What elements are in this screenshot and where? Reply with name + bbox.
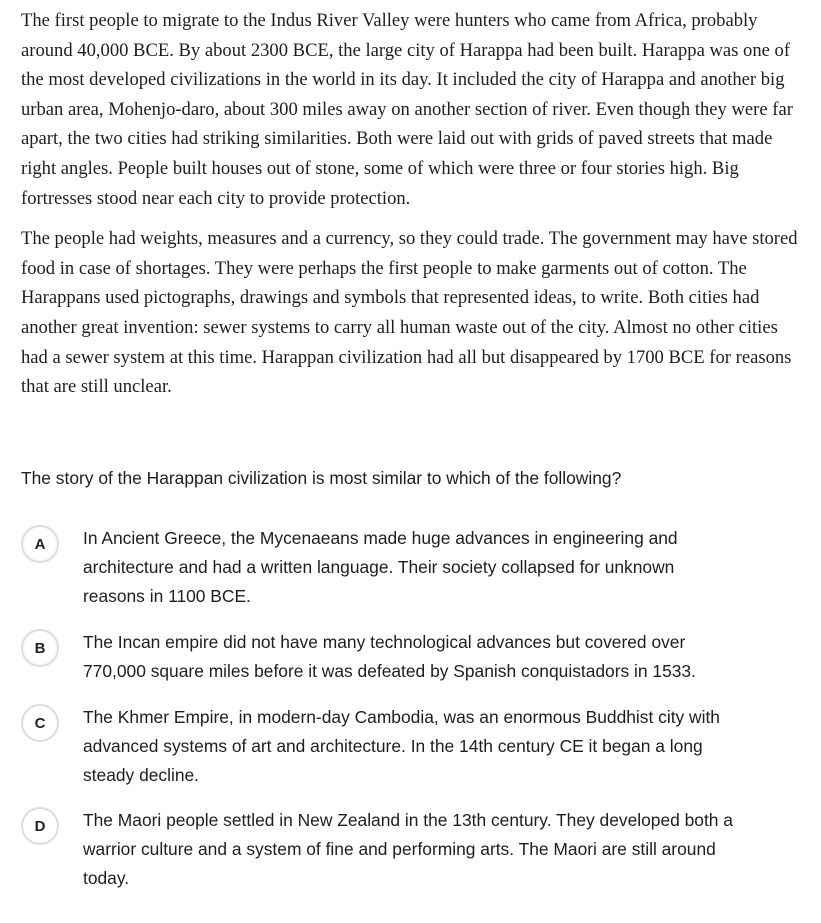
choice-letter-badge[interactable]: B <box>21 629 59 667</box>
reading-passage <box>21 6 801 413</box>
choice-text[interactable]: The Maori people settled in New Zealand in the 13th century. They developed both a warrior culture and a system of fine and performing arts. The Maori are still around today. <box>83 810 733 888</box>
choice-letter-badge[interactable]: D <box>21 807 59 845</box>
answer-choice-b[interactable] <box>21 628 801 686</box>
answer-choice-d[interactable] <box>21 806 801 892</box>
choice-letter-badge[interactable]: A <box>21 525 59 563</box>
answer-choice-a[interactable] <box>21 524 801 610</box>
question-prompt: The story of the Harappan civilization is most similar to which of the following? <box>21 468 622 488</box>
choice-text[interactable]: In Ancient Greece, the Mycenaeans made huge advances in engineering and architecture and had a written language. Their society collapsed for unknown reasons in 1100 BCE. <box>83 528 678 606</box>
passage-paragraph-1: The first people to migrate to the Indus River Valley were hunters who came from Africa, probably around 40,000 BCE. By about 2300 BCE, the large city of Harappa had been built. Harappa was one of the most developed civilizations in the world in its day. It included the city of Harappa and another big urban area, Mohenjo-daro, about 300 miles away on another section of river. Even though they were far apart, the two cities had striking similarities. Both were laid out with grids of paved streets that made right angles. People built houses out of stone, some of which were three or four stories high. Big fortresses stood near each city to provide protection. <box>21 10 793 209</box>
choice-text[interactable]: The Incan empire did not have many technological advances but covered over 770,000 square miles before it was defeated by Spanish conquistadors in 1533. <box>83 632 696 681</box>
passage-paragraph-2: The people had weights, measures and a currency, so they could trade. The government may have stored food in case of shortages. They were perhaps the first people to make garments out of cotton. The Harappans used pictographs, drawings and symbols that represented ideas, to write. Both cities had another great invention: sewer systems to carry all human waste out of the city. Almost no other cities had a sewer system at this time. Harappan civilization had all but disappeared by 1700 BCE for reasons that are still unclear. <box>21 228 798 398</box>
choice-text[interactable]: The Khmer Empire, in modern-day Cambodia, was an enormous Buddhist city with advanced systems of art and architecture. In the 14th century CE it began a long steady decline. <box>83 707 720 785</box>
answer-choice-c[interactable] <box>21 703 801 789</box>
choice-letter-badge[interactable]: C <box>21 704 59 742</box>
